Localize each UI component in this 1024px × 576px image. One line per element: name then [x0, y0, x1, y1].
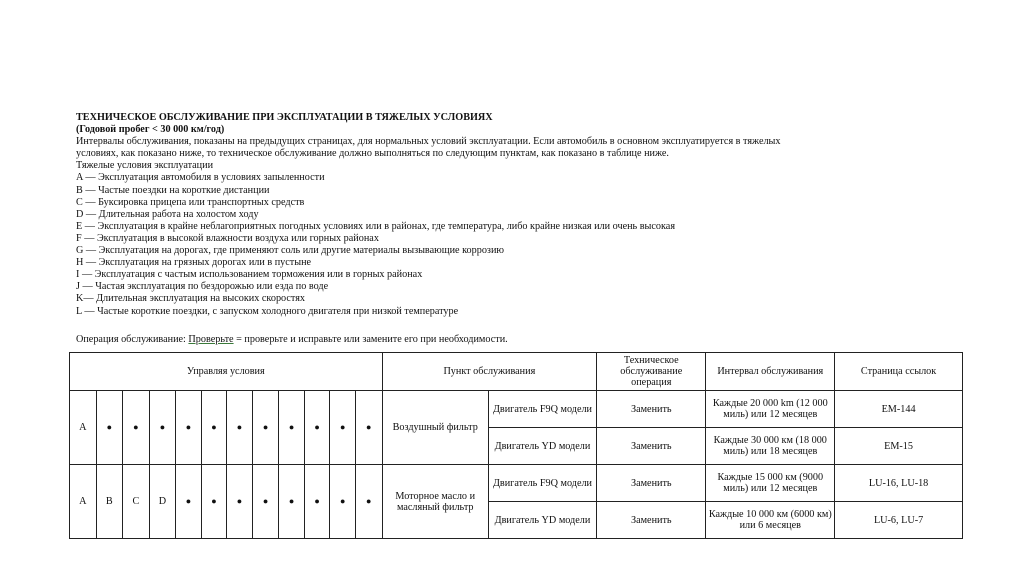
- table-row: [70, 465, 963, 502]
- page-ref-cell: EM-144: [835, 391, 963, 428]
- interval-cell: Каждые 15 000 км (9000 миль) или 12 месяцев: [706, 465, 835, 502]
- page-ref-cell: EM-15: [835, 428, 963, 465]
- operation-cell: Заменить: [597, 428, 706, 465]
- mark-cell: ●: [201, 465, 227, 539]
- condition-c: C — Буксировка прицепа или транспортных средств: [76, 196, 305, 208]
- document-text: [76, 112, 966, 346]
- condition-b: B — Частые поездки на короткие дистанции: [76, 184, 270, 196]
- header-conditions: Управляя условия: [70, 353, 383, 391]
- intro-line-1: Интервалы обслуживания, показаны на предыдущих страницах, для нормальных условий эксплуатации. Если автомобиль в основном эксплуатируется в тяжелых: [76, 136, 781, 148]
- condition-k: K— Длительная эксплуатация на высоких скоростях: [76, 293, 306, 305]
- mark-cell: ●: [304, 465, 330, 539]
- condition-a: A — Эксплуатация автомобиля в условиях запыленности: [76, 172, 325, 184]
- operation-cell: Заменить: [597, 391, 706, 428]
- mark-cell: ●: [227, 465, 253, 539]
- mark-cell: ●: [304, 391, 330, 465]
- operation-suffix: = проверьте и исправьте или замените его при необходимости.: [233, 333, 508, 345]
- operation-cell: Заменить: [597, 465, 706, 502]
- page-ref-cell: LU-16, LU-18: [835, 465, 963, 502]
- condition-i: I — Эксплуатация с частым использованием торможения или в горных районах: [76, 269, 423, 281]
- engine-cell: Двигатель F9Q модели: [488, 465, 596, 502]
- condition-e: E — Эксплуатация в крайне неблагоприятных погодных условиях или в районах, где температура, либо крайне низкая или очень высокая: [76, 220, 676, 232]
- conditions-heading: Тяжелые условия эксплуатации: [76, 160, 214, 172]
- condition-l: L — Частые короткие поездки, с запуском холодного двигателя при низкой температуре: [76, 305, 459, 317]
- condition-f: F — Эксплуатация в высокой влажности воздуха или горных районах: [76, 232, 379, 244]
- interval-cell: Каждые 20 000 km (12 000 миль) или 12 месяцев: [706, 391, 835, 428]
- mark-cell: A: [70, 465, 97, 539]
- mark-cell: ●: [176, 391, 202, 465]
- mark-cell: ●: [201, 391, 227, 465]
- mark-cell: ●: [252, 465, 279, 539]
- doc-title: ТЕХНИЧЕСКОЕ ОБСЛУЖИВАНИЕ ПРИ ЭКСПЛУАТАЦИИ В ТЯЖЕЛЫХ УСЛОВИЯХ: [76, 112, 493, 123]
- mark-cell: B: [96, 465, 123, 539]
- condition-h: H — Эксплуатация на грязных дорогах или в пустыне: [76, 257, 312, 269]
- header-item: Пункт обслуживания: [382, 353, 597, 391]
- mark-cell: ●: [227, 391, 253, 465]
- page-ref-cell: LU-6, LU-7: [835, 502, 963, 539]
- condition-j: J — Частая эксплуатация по бездорожью или езда по воде: [76, 281, 329, 293]
- mark-cell: ●: [123, 391, 150, 465]
- header-page: Страница ссылок: [835, 353, 963, 391]
- mark-cell: D: [149, 465, 176, 539]
- intro-line-2: условиях, как показано ниже, то техническое обслуживание должно выполняться по следующим пунктам, как показано в таблице ниже.: [76, 148, 669, 160]
- operation-note: [76, 334, 966, 346]
- mark-cell: ●: [176, 465, 202, 539]
- condition-d: D — Длительная работа на холостом ходу: [76, 208, 259, 220]
- engine-cell: Двигатель YD модели: [488, 428, 596, 465]
- condition-g: G — Эксплуатация на дорогах, где применяют соль или другие материалы вызывающие коррозию: [76, 245, 505, 257]
- maintenance-table: [69, 352, 963, 539]
- engine-cell: Двигатель F9Q модели: [488, 391, 596, 428]
- item-air-filter: Воздушный фильтр: [382, 391, 488, 465]
- operation-prefix: Операция обслуживание:: [76, 333, 189, 345]
- mark-cell: ●: [330, 391, 356, 465]
- mark-cell: ●: [279, 465, 305, 539]
- mark-cell: ●: [252, 391, 279, 465]
- mark-cell: A: [70, 391, 97, 465]
- mark-cell: ●: [96, 391, 123, 465]
- mark-cell: ●: [149, 391, 176, 465]
- operation-cell: Заменить: [597, 502, 706, 539]
- interval-cell: Каждые 10 000 км (6000 км) или 6 месяцев: [706, 502, 835, 539]
- item-oil-filter: Моторное масло и масляный фильтр: [382, 465, 488, 539]
- interval-cell: Каждые 30 000 км (18 000 миль) или 18 месяцев: [706, 428, 835, 465]
- mark-cell: ●: [355, 391, 382, 465]
- mark-cell: ●: [330, 465, 356, 539]
- engine-cell: Двигатель YD модели: [488, 502, 596, 539]
- doc-subtitle: (Годовой пробег < 30 000 км/год): [76, 124, 225, 136]
- operation-word: Проверьте: [188, 333, 234, 345]
- mark-cell: ●: [279, 391, 305, 465]
- mark-cell: ●: [355, 465, 382, 539]
- header-interval: Интервал обслуживания: [706, 353, 835, 391]
- header-operation: Техническое обслуживание операция: [597, 353, 706, 391]
- table-row: [70, 391, 963, 428]
- mark-cell: C: [123, 465, 150, 539]
